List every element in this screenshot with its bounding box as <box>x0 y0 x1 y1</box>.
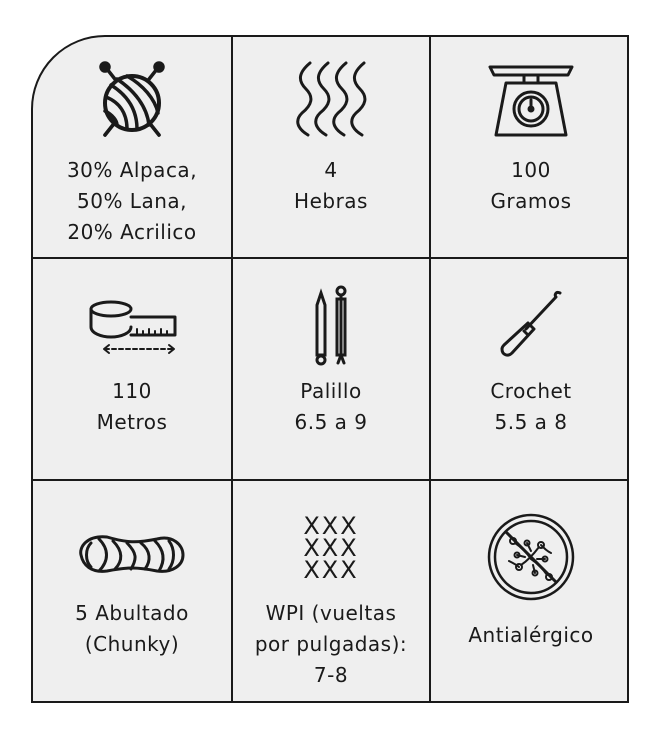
weight-category-line-1: 5 Abultado <box>75 601 189 625</box>
strands-value: 4 <box>324 158 338 182</box>
crochet-range: 5.5 a 8 <box>494 410 568 434</box>
xxx-row-3: XXX <box>303 556 359 584</box>
length-unit: Metros <box>96 410 168 434</box>
antiallergic-label: Antialérgico <box>468 623 594 647</box>
knitting-needles-icon <box>311 285 351 365</box>
spec-cell-weight <box>431 37 629 259</box>
spec-cell-weight-category <box>33 481 233 703</box>
weight-category-line-2: (Chunky) <box>84 632 180 656</box>
strands-icon <box>294 59 368 139</box>
yarn-ball-needles-icon <box>97 61 167 141</box>
needles-range: 6.5 a 9 <box>294 410 368 434</box>
wpi-line-2: por pulgadas): <box>254 632 408 656</box>
xxx-grid-icon <box>303 512 359 584</box>
composition-line-3: 20% Acrilico <box>67 220 197 244</box>
kitchen-scale-icon <box>488 63 574 139</box>
strands-unit: Hebras <box>294 189 368 213</box>
antiallergic-icon <box>487 513 575 601</box>
length-value: 110 <box>112 379 152 403</box>
wpi-value: 7-8 <box>313 663 349 687</box>
yarn-skein-icon <box>77 533 187 577</box>
spec-cell-antiallergic <box>431 481 629 703</box>
tape-measure-icon <box>87 297 177 357</box>
wpi-line-1: WPI (vueltas <box>265 601 397 625</box>
needles-label: Palillo <box>300 379 362 403</box>
spec-cell-strands <box>233 37 431 259</box>
weight-value: 100 <box>511 158 551 182</box>
yarn-specs-grid <box>31 35 629 703</box>
composition-line-1: 30% Alpaca, <box>66 158 198 182</box>
spec-cell-needles <box>233 259 431 481</box>
composition-line-2: 50% Lana, <box>77 189 187 213</box>
spec-cell-crochet <box>431 259 629 481</box>
xxx-row-1: XXX <box>303 512 359 540</box>
crochet-label: Crochet <box>490 379 572 403</box>
spec-cell-length <box>33 259 233 481</box>
xxx-row-2: XXX <box>303 534 359 562</box>
spec-cell-wpi <box>233 481 431 703</box>
weight-unit: Gramos <box>490 189 572 213</box>
crochet-hook-icon <box>498 289 564 359</box>
spec-cell-composition <box>33 37 233 259</box>
